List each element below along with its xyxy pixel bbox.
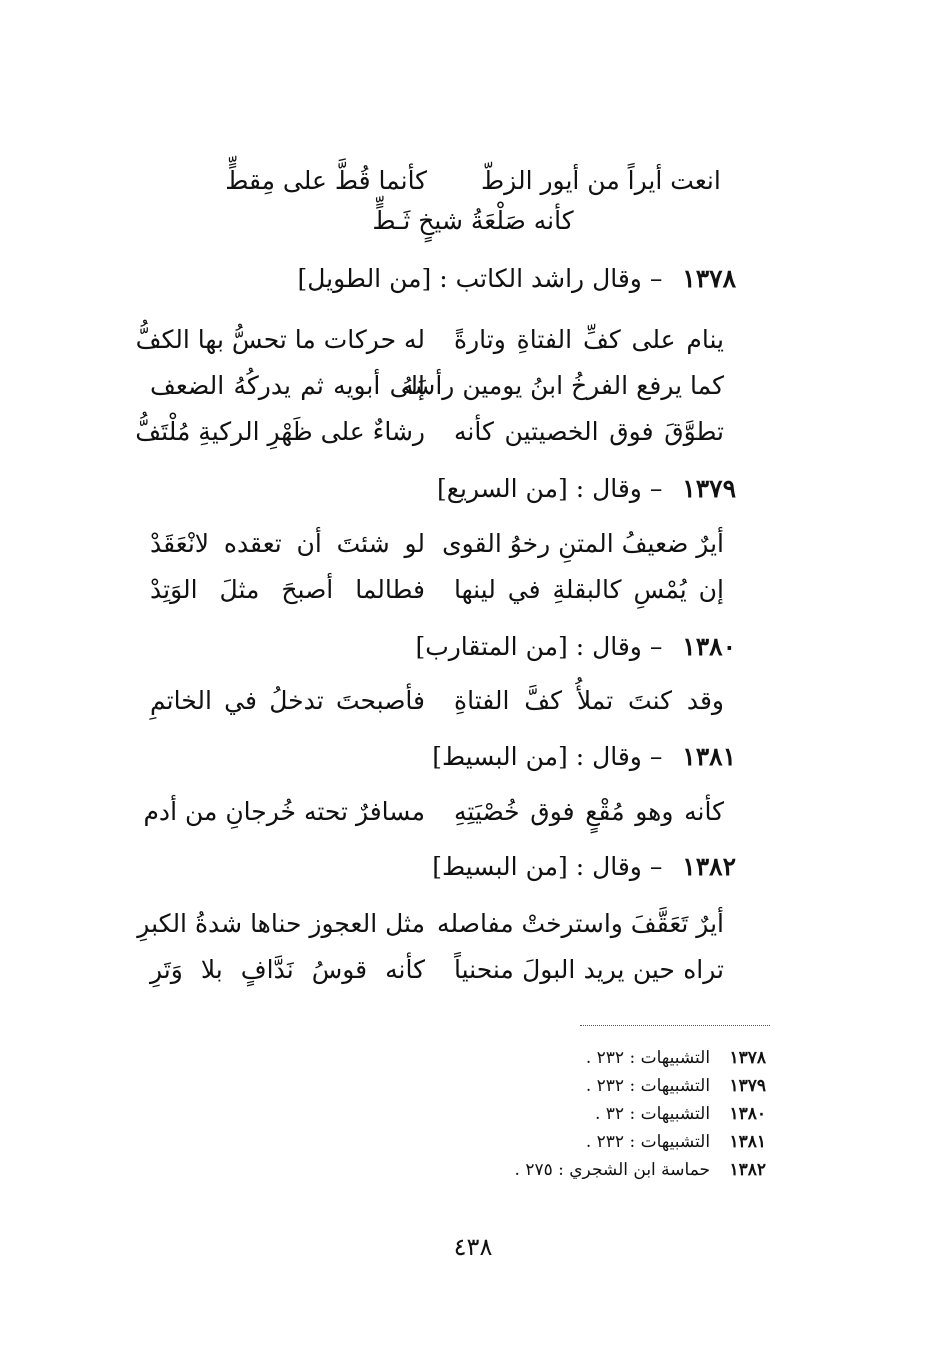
page-number: ٤٣٨ xyxy=(453,1233,493,1261)
footnote-text: التشبيهات : ٢٣٢ . xyxy=(585,1076,711,1096)
section-number: ١٣٧٩ xyxy=(682,474,736,503)
meter-label: [من البسيط] xyxy=(432,742,568,771)
footnote-text: التشبيهات : ٢٣٢ . xyxy=(585,1048,711,1068)
footnote-number: ١٣٨٢ xyxy=(729,1160,766,1180)
footnote-number: ١٣٨١ xyxy=(729,1132,766,1152)
meter-label: [من المتقارب] xyxy=(415,632,568,661)
intro-hemistich-2: كأنما قُطَّ على مِقطٍّ xyxy=(225,166,428,195)
section-heading xyxy=(298,262,737,296)
verse-first-hemistich: وقد كنتَ تملأُ كفَّ الفتاةِ xyxy=(454,686,724,715)
verse-first-hemistich: أيرٌ ضعيفُ المتنِ رخوُ القوى xyxy=(442,529,724,558)
footnote xyxy=(515,1158,767,1182)
verse-second-hemistich: فطالما أصبحَ مثلَ الوَتِدْ xyxy=(150,575,425,604)
verse-second-hemistich: إلى أبويه ثم يدركُهُ الضعف xyxy=(150,371,425,400)
section-heading xyxy=(415,630,736,664)
intro-verse-1 xyxy=(0,164,946,198)
footnote xyxy=(586,1074,766,1098)
section-heading xyxy=(437,472,736,506)
verse-second-hemistich: مثل العجوز حناها شدةُ الكبرِ xyxy=(137,909,425,938)
verse-first-hemistich: أيرٌ تَعَقَّفَ واسترختْ مفاصله xyxy=(437,909,724,938)
section-title: – وقال : xyxy=(575,852,663,881)
verse-first-hemistich: كما يرفع الفرخُ ابنُ يومين رأسَهُ xyxy=(401,371,724,400)
section-number: ١٣٧٨ xyxy=(682,264,736,293)
intro-verse-2: كأنه صَلْعَةُ شيخٍ ثَـطٍّ xyxy=(372,206,574,235)
footnote xyxy=(586,1130,766,1154)
section-title: – وقال : xyxy=(575,632,663,661)
footnote-text: التشبيهات : ٢٣٢ . xyxy=(585,1132,711,1152)
footnote-number: ١٣٧٩ xyxy=(729,1076,766,1096)
footnote-text: التشبيهات : ٣٢ . xyxy=(594,1104,711,1124)
verse-first-hemistich: تراه حين يريد البولَ منحنياً xyxy=(454,955,724,984)
verse-first-hemistich: إن يُمْسِ كالبقلةِ في لينها xyxy=(454,575,724,604)
verse-second-hemistich: فأصبحتَ تدخلُ في الخاتمِ xyxy=(150,686,425,715)
verse-first-hemistich: ينام على كفِّ الفتاةِ وتارةً xyxy=(454,325,724,354)
section-number: ١٣٨٢ xyxy=(682,852,736,881)
verse-first-hemistich: كأنه وهو مُقْعٍ فوق خُصْيَتِهِ xyxy=(454,797,724,826)
verse-second-hemistich: لو شئتَ أن تعقده لانْعَقَدْ xyxy=(150,529,425,558)
footnote-number: ١٣٨٠ xyxy=(729,1104,766,1124)
verse-second-hemistich: كأنه قوسُ نَدَّافٍ بلا وَتَرِ xyxy=(150,955,425,984)
section-title: – وقال : xyxy=(575,474,663,503)
section-heading xyxy=(432,740,736,774)
footnote-number: ١٣٧٨ xyxy=(729,1048,766,1068)
section-title: – وقال : xyxy=(575,742,663,771)
footnote-text: حماسة ابن الشجري : ٢٧٥ . xyxy=(514,1160,711,1180)
footnote-separator xyxy=(580,1025,770,1026)
section-number: ١٣٨١ xyxy=(682,742,736,771)
verse-second-hemistich: رشاءٌ على ظَهْرِ الركيةِ مُلْتَفُّ xyxy=(135,417,425,446)
footnote xyxy=(586,1046,766,1070)
meter-label: [من الطويل] xyxy=(297,264,432,293)
verse-second-hemistich: مسافرٌ تحته خُرجانِ من أدم xyxy=(143,797,425,826)
section-number: ١٣٨٠ xyxy=(682,632,736,661)
verse-first-hemistich: تطوَّقَ فوق الخصيتين كأنه xyxy=(454,417,724,446)
section-heading xyxy=(432,850,736,884)
intro-hemistich-1: انعت أيراً من أيور الزطّ xyxy=(481,166,721,195)
verse-second-hemistich: له حركات ما تحسُّ بها الكفُّ xyxy=(135,325,425,354)
footnote xyxy=(595,1102,766,1126)
section-title: – وقال راشد الكاتب : xyxy=(439,264,663,293)
meter-label: [من السريع] xyxy=(436,474,568,503)
meter-label: [من البسيط] xyxy=(432,852,568,881)
